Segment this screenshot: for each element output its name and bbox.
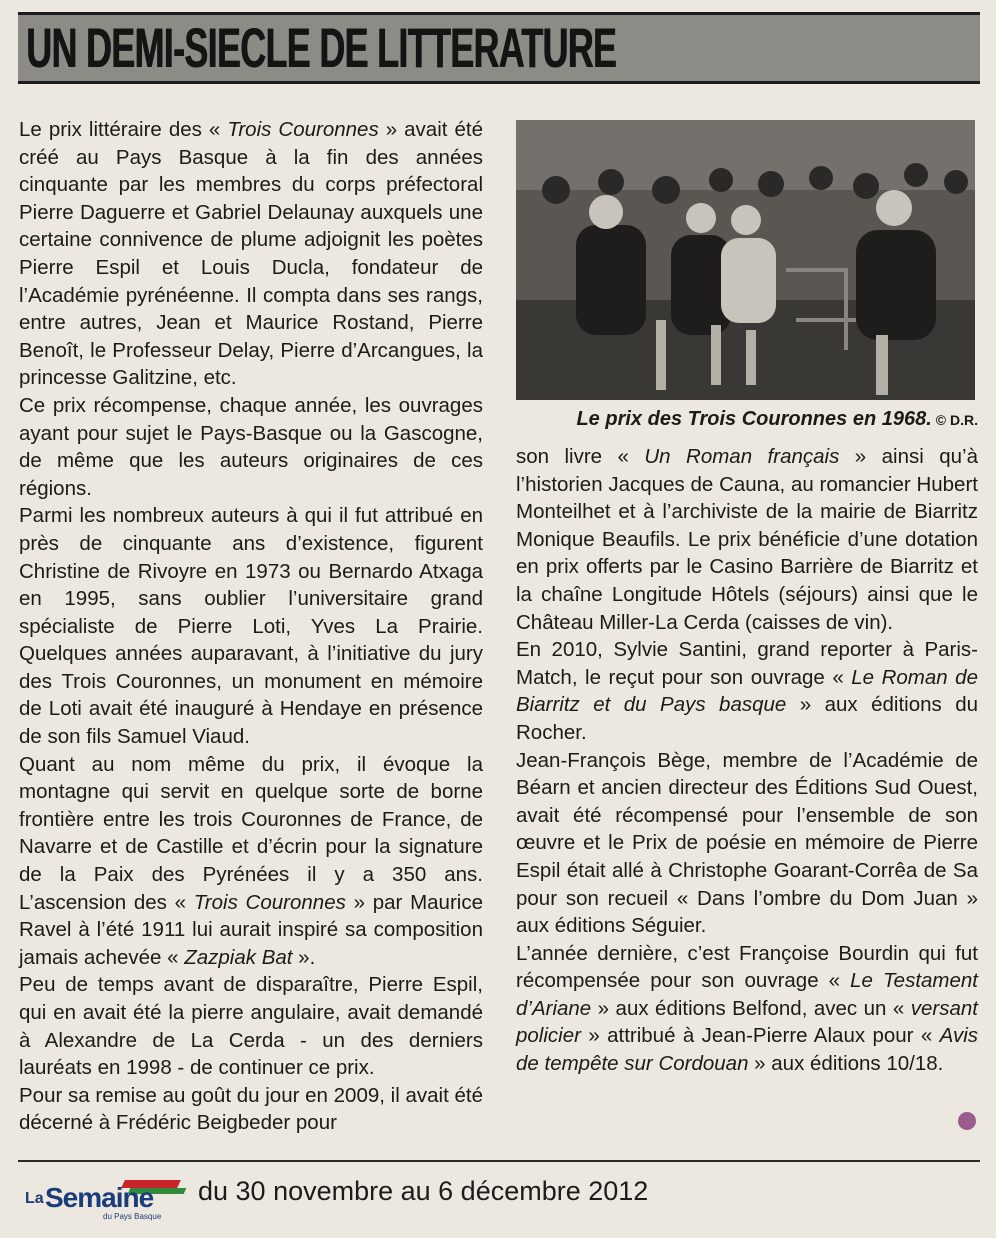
paragraph-text: » aux éditions Belfond, avec un « — [591, 996, 911, 1020]
italic-title: Le Testament d’Ariane — [516, 969, 978, 1020]
paragraph-text: Quant au nom même du prix, il évoque la montagne qui servit en quelque sorte de borne frontière entre les trois Couronnes de France, de Navarre et de Castille et d’écrin pour la signature de la Paix des Pyrénées il y a 350 ans. L’ascension des « — [19, 752, 483, 914]
italic-title: Trois Couronnes — [193, 890, 346, 914]
italic-title: versant policier — [516, 996, 978, 1048]
paragraph-text: Jean-François Bège, membre de l’Académie de Béarn et ancien directeur des Éditions Sud Ouest, avait été récompensé pour l’ensemble de son œuvre et le Prix de poésie en mémoire de Pierre Espil était allé à Christophe Goarant-Corrêa de Sa pour son recueil « Dans l’ombre du Dom Juan » aux éditions Séguier. — [516, 748, 978, 938]
italic-title: Trois Couronnes — [227, 118, 379, 141]
paragraph — [516, 747, 978, 940]
paragraph-text: » aux éditions du Rocher. — [516, 693, 978, 744]
paragraph-text: L’année dernière, c’est Françoise Bourdin qui fut récompensée pour son ouvrage « — [516, 941, 978, 993]
paragraph-text: » aux éditions 10/18. — [748, 1052, 944, 1076]
photo-caption — [516, 408, 978, 431]
paragraph-text: ». — [292, 945, 316, 969]
right-column — [516, 443, 978, 1078]
paragraph — [19, 502, 483, 750]
paragraph — [19, 1082, 483, 1137]
italic-title: Un Roman français — [644, 445, 840, 468]
paragraph — [19, 751, 483, 972]
ceremony-photo — [516, 120, 975, 400]
paragraph-text: » avait été créé au Pays Basque à la fin des années cinquante par les membres du corps préfectoral Pierre Daguerre et Gabriel Delaunay auxquels une certaine connivence de plume adjoignit les poètes Pierre Espil et Louis Ducla, fondateur de l’Académie pyrénéenne. Il compta dans ses rangs, entre autres, Jean et Maurice Rostand, Pierre Benoît, le Professeur Delay, Pierre d’Arcangues, la princesse Galitzine, etc. — [19, 118, 483, 390]
paragraph — [19, 392, 483, 502]
paragraph-text: Le prix littéraire des « — [19, 118, 228, 141]
paragraph-text: Ce prix récompense, chaque année, les ouvrages ayant pour sujet le Pays-Basque ou la Gascogne, de même que les auteurs originaires de ces régions. — [19, 393, 483, 500]
paragraph — [516, 443, 978, 636]
footer-rule — [18, 1160, 980, 1162]
paragraph — [19, 971, 483, 1081]
paragraph-text: Pour sa remise au goût du jour en 2009, il avait été décerné à Frédéric Beigbeder pour — [19, 1083, 483, 1135]
paragraph-text: son livre « — [516, 445, 645, 468]
paragraph — [516, 636, 978, 746]
logo-la: La — [25, 1190, 44, 1207]
paragraph-text: » ainsi qu’à l’historien Jacques de Cauna, au romancier Hubert Monteilhet et à l’archiviste de la mairie de Biarritz Monique Beaufils. Le prix bénéficie d’une dotation en prix offerts par le Casino Barrière de Biarritz et la chaîne Longitude Hôtels (séjours) ainsi que le Château Miller-La Cerda (caisses de vin). — [516, 445, 978, 634]
end-of-article-dot-icon — [958, 1112, 976, 1130]
left-column — [19, 116, 483, 1137]
logo-name: Semaine — [45, 1182, 154, 1213]
italic-title: Zazpiak Bat — [184, 945, 293, 969]
paragraph-text: » attribué à Jean-Pierre Alaux pour « — [580, 1024, 940, 1048]
italic-title: Avis de tempête sur Cordouan — [516, 1024, 978, 1076]
paragraph-text: Parmi les nombreux auteurs à qui il fut attribué en près de cinquante ans d’existence, figurent Christine de Rivoyre en 1973 ou Bernardo Atxaga en 1995, sans oublier l’universitaire grand spécialiste de Pierre Loti, Yves La Prairie. Quelques années auparavant, à l’initiative du jury des Trois Couronnes, un monument en mémoire de Loti avait été inauguré à Hendaye en présence de son fils Samuel Viaud. — [19, 504, 483, 749]
paragraph — [516, 940, 978, 1078]
paragraph-text: » par Maurice Ravel à l’été 1911 lui aurait inspiré sa composition jamais achevée « — [19, 890, 483, 969]
italic-title: Le Roman de Biarritz et du Pays basque — [516, 665, 978, 717]
caption-text: Le prix des Trois Couronnes en 1968. — [576, 408, 932, 430]
article-headline: UN DEMI-SIECLE DE LITTERATURE — [26, 16, 617, 79]
la-semaine-logo-icon — [25, 1178, 185, 1222]
issue-dateline: du 30 novembre au 6 décembre 2012 — [198, 1176, 649, 1206]
headline-band — [18, 12, 980, 84]
logo-subtitle: du Pays Basque — [103, 1212, 162, 1221]
paragraph-text: En 2010, Sylvie Santini, grand reporter à Paris-Match, le reçut pour son ouvrage « — [516, 638, 978, 689]
paragraph — [19, 116, 483, 392]
paragraph-text: Peu de temps avant de disparaître, Pierre Espil, qui en avait été la pierre angulaire, avait demandé à Alexandre de La Cerda - un des derniers lauréats en 1998 - de continuer ce prix. — [19, 973, 483, 1080]
photo-credit: © D.R. — [935, 412, 978, 428]
